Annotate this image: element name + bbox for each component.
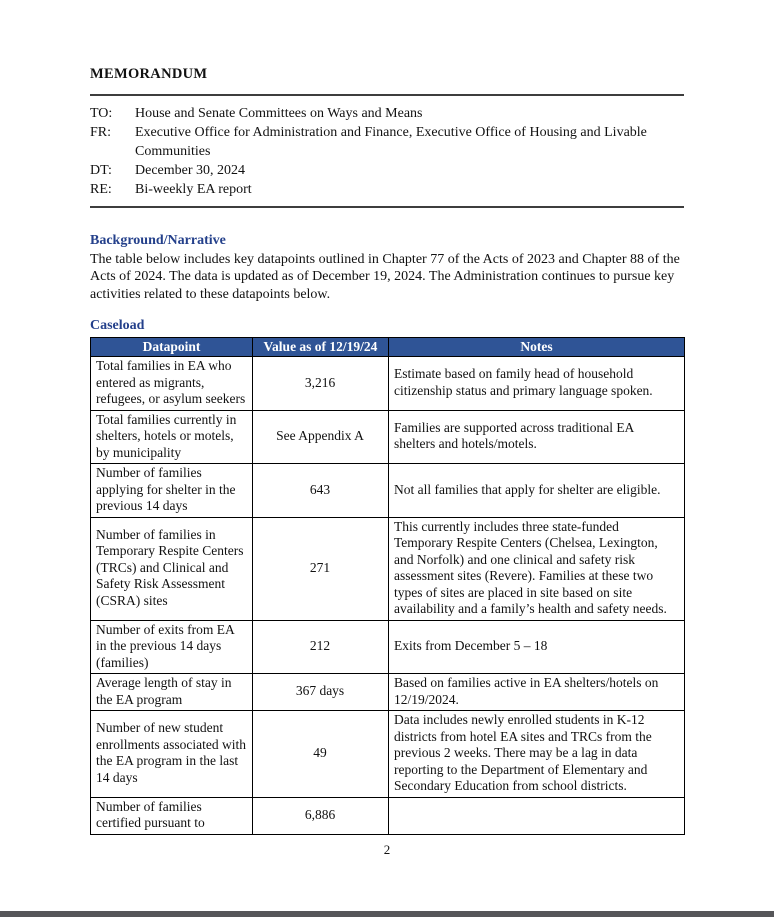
memo-header-row bbox=[90, 123, 684, 161]
divider-rule-top bbox=[90, 94, 684, 96]
memo-field-value: Executive Office for Administration and Finance, Executive Office of Housing and Livable Communities bbox=[135, 125, 647, 159]
page-number: 2 bbox=[383, 841, 391, 857]
memo-header-row bbox=[90, 180, 684, 199]
header-cell-value: Value as of 12/19/24 bbox=[253, 338, 389, 357]
value-cell: 3,216 bbox=[253, 357, 389, 411]
notes-cell: This currently includes three state-funded Temporary Respite Centers (Chelsea, Lexington, and Norfolk) and one clinical and safety risk assessment sites (Revere). Families at these two types of sites are placed in site based on site availability and a family’s health and safety needs. bbox=[389, 517, 685, 620]
section-heading-caseload: Caseload bbox=[90, 318, 145, 334]
value-cell: 212 bbox=[253, 620, 389, 674]
datapoint-cell: Number of families certified pursuant to bbox=[91, 797, 253, 834]
caseload-table-head bbox=[91, 338, 685, 357]
value-cell: 643 bbox=[253, 464, 389, 518]
memo-field-label: TO: bbox=[90, 106, 113, 121]
table-row bbox=[91, 620, 685, 674]
table-header-row bbox=[91, 338, 685, 357]
memo-header-row bbox=[90, 104, 684, 123]
datapoint-cell: Number of families applying for shelter in the previous 14 days bbox=[91, 464, 253, 518]
memo-field-label: DT: bbox=[90, 163, 112, 178]
notes-cell bbox=[389, 797, 685, 834]
section-heading-background-narrative: Background/Narrative bbox=[90, 233, 226, 248]
memo-field-label: FR: bbox=[90, 125, 112, 140]
memo-field-value: House and Senate Committees on Ways and Means bbox=[135, 106, 423, 121]
header-cell-notes: Notes bbox=[389, 338, 685, 357]
table-row bbox=[91, 674, 685, 711]
page-bottom-edge-bar bbox=[0, 911, 774, 917]
header-cell-datapoint: Datapoint bbox=[91, 338, 253, 357]
table-row bbox=[91, 711, 685, 798]
datapoint-cell: Number of families in Temporary Respite Centers (TRCs) and Clinical and Safety Risk Assessment (CSRA) sites bbox=[91, 517, 253, 620]
datapoint-cell: Number of new student enrollments associated with the EA program in the last 14 days bbox=[91, 711, 253, 798]
notes-cell: Not all families that apply for shelter are eligible. bbox=[389, 464, 685, 518]
memo-field-label: RE: bbox=[90, 182, 112, 197]
table-row bbox=[91, 410, 685, 464]
table-row bbox=[91, 517, 685, 620]
value-cell: See Appendix A bbox=[253, 410, 389, 464]
memo-field-value: Bi-weekly EA report bbox=[135, 182, 252, 197]
caseload-table-body bbox=[91, 357, 685, 835]
value-cell: 367 days bbox=[253, 674, 389, 711]
notes-cell: Exits from December 5 – 18 bbox=[389, 620, 685, 674]
value-cell: 49 bbox=[253, 711, 389, 798]
notes-cell: Data includes newly enrolled students in K-12 districts from hotel EA sites and TRCs from the previous 2 weeks. There may be a lag in data reporting to the Department of Elementary and Secondary Education from school districts. bbox=[389, 711, 685, 798]
datapoint-cell: Total families in EA who entered as migrants, refugees, or asylum seekers bbox=[91, 357, 253, 411]
memo-title: MEMORANDUM bbox=[90, 66, 208, 82]
table-row bbox=[91, 357, 685, 411]
memo-field-value: December 30, 2024 bbox=[135, 163, 246, 178]
divider-rule-middle bbox=[90, 206, 684, 208]
datapoint-cell: Number of exits from EA in the previous 14 days (families) bbox=[91, 620, 253, 674]
datapoint-cell: Total families currently in shelters, hotels or motels, by municipality bbox=[91, 410, 253, 464]
background-paragraph: The table below includes key datapoints outlined in Chapter 77 of the Acts of 2023 and Chapter 88 of the Acts of 2024. The data is updated as of December 19, 2024. The Administration continues to pursue key activities related to these datapoints below. bbox=[90, 252, 680, 302]
notes-cell: Estimate based on family head of household citizenship status and primary language spoken. bbox=[389, 357, 685, 411]
memo-header-row bbox=[90, 161, 684, 180]
caseload-table bbox=[90, 337, 685, 835]
datapoint-cell: Average length of stay in the EA program bbox=[91, 674, 253, 711]
table-row bbox=[91, 464, 685, 518]
notes-cell: Families are supported across traditional EA shelters and hotels/motels. bbox=[389, 410, 685, 464]
notes-cell: Based on families active in EA shelters/hotels on 12/19/2024. bbox=[389, 674, 685, 711]
memo-header-block bbox=[90, 104, 684, 199]
value-cell: 271 bbox=[253, 517, 389, 620]
table-row bbox=[91, 797, 685, 834]
value-cell: 6,886 bbox=[253, 797, 389, 834]
